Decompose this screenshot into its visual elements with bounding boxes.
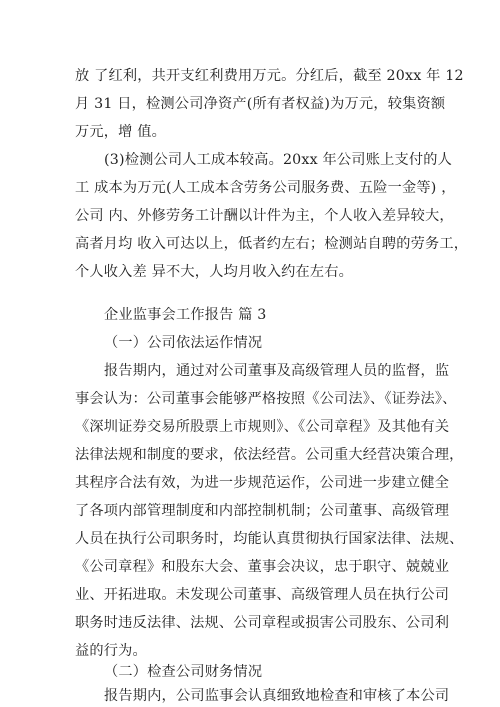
paragraph-line: 报告期内，通过对公司董事及高级管理人员的监督，监 xyxy=(104,363,450,379)
paragraph-line: 月 31 日，检测公司净资产(所有者权益)为万元，较集资额 xyxy=(75,96,446,112)
paragraph-line: 其程序合法有效，为进一步规范运作，公司进一步建立健全 xyxy=(75,475,450,491)
paragraph-line: 《深圳证券交易所股票上市规则》、《公司章程》及其他有关 xyxy=(75,419,450,435)
paragraph-line: 放 了红利，共开支红利费用万元。分红后，截至 20xx 年 12 xyxy=(75,68,464,84)
paragraph-line: 《公司章程》和股东大会、董事会决议，忠于职守、兢兢业 xyxy=(75,559,450,575)
paragraph-line: 万元，增 值。 xyxy=(75,124,167,140)
paragraph-line: 个人收入差 异不大，人均月收入约在左右。 xyxy=(75,264,354,280)
paragraph-line: 益的行为。 xyxy=(75,643,147,659)
paragraph-line: 职务时违反法律、法规、公司章程或损害公司股东、公司利 xyxy=(75,615,450,631)
paragraph-line: 了各项内部管理制度和内部控制机制；公司董事、高级管理 xyxy=(75,503,450,519)
paragraph-line: 法律法规和制度的要求，依法经营。公司重大经营决策合理， xyxy=(75,447,464,463)
subsection-heading: （一）公司依法运作情况 xyxy=(104,335,263,351)
paragraph-line: 人员在执行公司职务时，均能认真贯彻执行国家法律、法规、 xyxy=(75,531,464,547)
paragraph-line: 事会认为：公司董事会能够严格按照《公司法》、《证券法》、 xyxy=(75,391,457,407)
subsection-heading: （二）检查公司财务情况 xyxy=(104,664,263,680)
paragraph-line: 高者月均 收入可达以上，低者约左右；检测站自聘的劳务工， xyxy=(75,236,469,252)
paragraph-line: 工 成本为万元(人工成本含劳务公司服务费、五险一金等) ， xyxy=(75,180,456,196)
paragraph-line: (3)检测公司人工成本较高。20xx 年公司账上支付的人 xyxy=(104,152,453,168)
paragraph-line: 业、开拓进取。未发现公司董事、高级管理人员在执行公司 xyxy=(75,587,450,603)
paragraph-line: 报告期内，公司监事会认真细致地检查和审核了本公司 xyxy=(104,688,450,704)
section-title: 企业监事会工作报告 篇 3 xyxy=(104,307,267,323)
paragraph-line: 公司 内、外修劳务工计酬以计件为主，个人收入差异较大， xyxy=(75,208,454,224)
